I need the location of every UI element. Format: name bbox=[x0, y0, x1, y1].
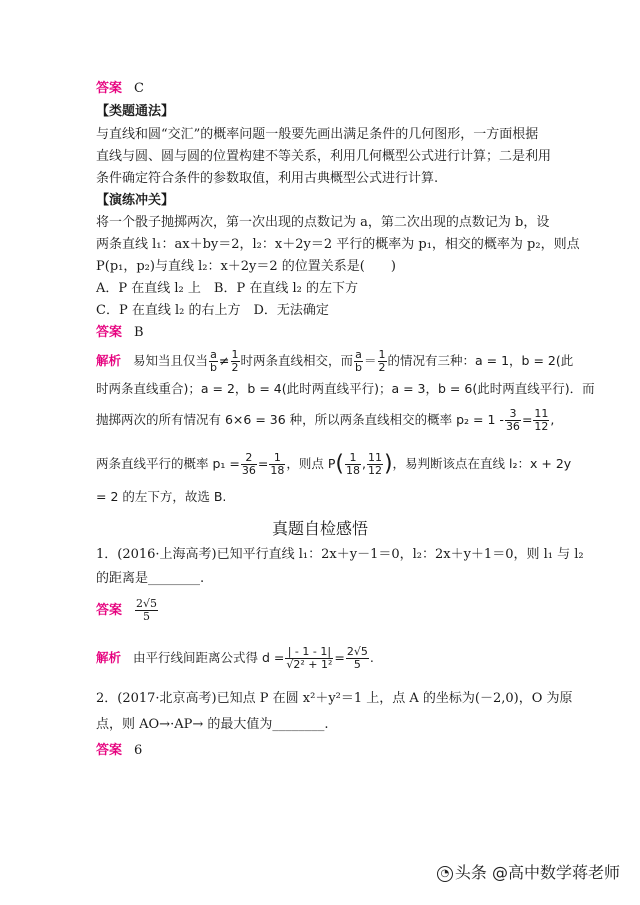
answer-value: 6 bbox=[134, 743, 143, 758]
analysis-text: 的情况有三种：a = 1，b = 2(此 bbox=[387, 353, 574, 368]
question-line: 1．(2016·上海高考)已知平行直线 l₁：2x＋y－1＝0，l₂：2x＋y＋1＝0，则 l₁ 与 l₂ bbox=[96, 547, 584, 562]
denominator: 18 bbox=[270, 464, 285, 477]
numerator: 1 bbox=[231, 348, 239, 361]
denominator: 5 bbox=[353, 658, 361, 671]
fraction bbox=[354, 349, 363, 374]
answer-line bbox=[96, 742, 142, 760]
denominator: √2² + 1² bbox=[286, 658, 333, 671]
fraction bbox=[346, 646, 369, 671]
option-line: A．P 在直线 l₂ 上 B．P 在直线 l₂ 的左下方 bbox=[96, 281, 358, 296]
denominator: 18 bbox=[345, 464, 360, 477]
analysis-text: ，易判断该点在直线 l₂：x + 2y bbox=[392, 456, 572, 471]
answer-label: 答案 bbox=[96, 603, 123, 618]
option-line: C．P 在直线 l₂ 的右上方 D．无法确定 bbox=[96, 303, 329, 318]
general-line: 直线与圆、圆与圆的位置构建不等关系，利用几何概型公式进行计算；二是利用 bbox=[96, 149, 552, 164]
question-line: 点，则 AO→·AP→ 的最大值为________. bbox=[96, 717, 329, 732]
numerator: 3 bbox=[505, 408, 521, 421]
section-title: 真题自检感悟 bbox=[271, 519, 368, 538]
fraction bbox=[378, 349, 387, 374]
operator: = bbox=[521, 412, 533, 427]
analysis-line bbox=[96, 349, 573, 374]
numerator: a bbox=[210, 348, 217, 361]
operator: = bbox=[334, 650, 345, 665]
heading-practice: 【演练冲关】 bbox=[96, 193, 175, 208]
numerator: 1 bbox=[345, 452, 361, 465]
analysis-text: 抛掷两次的所有情况有 6×6 = 36 种，所以两条直线相交的概率 p₂ = 1 - bbox=[96, 412, 504, 427]
numerator: 11 bbox=[367, 451, 382, 464]
analysis-line: 两条直线平行的概率 p₁ = $\frac{2}{36}$ = $\frac{1}{18}$ ，则点 P( $\frac{1}{18}$ , $\frac{11}{12}$ )，易判断该点在直线 l₂：x + 2y bbox=[96, 451, 572, 477]
fraction bbox=[285, 646, 333, 671]
analysis-label: 解析 bbox=[96, 353, 122, 368]
analysis-line bbox=[96, 646, 374, 671]
denominator: 5 bbox=[143, 610, 151, 623]
analysis-text: . bbox=[369, 650, 374, 665]
analysis-line: = 2 的左下方，故选 B. bbox=[96, 489, 227, 504]
general-line: 与直线和圆“交汇”的概率问题一般要先画出满足条件的几何图形，一方面根据 bbox=[96, 127, 539, 142]
answer-value: B bbox=[134, 325, 144, 340]
operator: = bbox=[257, 456, 269, 471]
problem-line: 两条直线 l₁：ax＋by＝2，l₂：x＋2y＝2 平行的概率为 p₁，相交的概率为 p₂，则点 bbox=[96, 237, 580, 252]
operator: ＝ bbox=[364, 353, 377, 368]
numerator: 2√5 bbox=[136, 597, 158, 610]
question-line: 2．(2017·北京高考)已知点 P 在圆 x²＋y²＝1 上，点 A 的坐标为(－2,0)，O 为原 bbox=[96, 691, 573, 706]
fraction bbox=[209, 349, 218, 374]
fraction bbox=[269, 452, 285, 477]
answer-line bbox=[96, 324, 144, 342]
analysis-text: 易知当且仅当 bbox=[133, 353, 209, 368]
answer-line bbox=[96, 598, 159, 623]
answer-label: 答案 bbox=[96, 743, 123, 758]
fraction bbox=[135, 598, 158, 623]
watermark-text: 头条 @高中数学蒋老师 bbox=[454, 863, 620, 882]
fraction bbox=[241, 452, 257, 477]
logo-icon: ◔ bbox=[437, 866, 453, 882]
analysis-line bbox=[96, 408, 554, 433]
fraction bbox=[345, 452, 361, 477]
watermark bbox=[437, 860, 620, 883]
analysis-line: 时两条直线重合)；a = 2，b = 4(此时两直线平行)；a = 3，b = 6(此时两直线平行)．而 bbox=[96, 381, 595, 396]
numerator: 1 bbox=[269, 452, 285, 465]
numerator: 11 bbox=[534, 407, 549, 420]
denominator: 36 bbox=[505, 420, 520, 433]
numerator: 1 bbox=[378, 348, 386, 361]
fraction bbox=[533, 408, 549, 433]
denominator: 12 bbox=[367, 464, 382, 477]
analysis-text: 两条直线平行的概率 p₁ = bbox=[96, 456, 240, 471]
denominator: 2 bbox=[378, 361, 386, 374]
denominator: 12 bbox=[534, 420, 549, 433]
answer-line bbox=[96, 80, 144, 98]
fraction bbox=[505, 408, 521, 433]
analysis-text: ，则点 P bbox=[286, 456, 336, 471]
answer-label: 答案 bbox=[96, 325, 123, 340]
answer-value: C bbox=[134, 81, 144, 96]
question-line: 的距离是________. bbox=[96, 571, 205, 586]
denominator: 36 bbox=[241, 464, 256, 477]
fraction bbox=[367, 452, 383, 477]
general-line: 条件确定符合条件的参数取值，利用古典概型公式进行计算. bbox=[96, 171, 439, 186]
analysis-text: , bbox=[550, 412, 555, 427]
problem-line: 将一个骰子抛掷两次，第一次出现的点数记为 a，第二次出现的点数记为 b，设 bbox=[96, 215, 550, 230]
numerator: a bbox=[355, 348, 362, 361]
operator: ≠ bbox=[219, 353, 230, 368]
numerator: | - 1 - 1| bbox=[285, 646, 333, 659]
operator: , bbox=[361, 456, 366, 471]
problem-line: P(p₁，p₂)与直线 l₂：x＋2y＝2 的位置关系是( ) bbox=[96, 259, 396, 274]
numerator: 2 bbox=[241, 452, 257, 465]
fraction bbox=[231, 349, 240, 374]
numerator: 2√5 bbox=[346, 645, 368, 658]
analysis-text: 时两条直线相交，而 bbox=[240, 353, 354, 368]
heading-general-method: 【类题通法】 bbox=[96, 104, 175, 119]
denominator: b bbox=[210, 361, 218, 374]
denominator: 2 bbox=[231, 361, 239, 374]
answer-label: 答案 bbox=[96, 81, 123, 96]
analysis-label: 解析 bbox=[96, 650, 122, 665]
analysis-text: 由平行线间距离公式得 d = bbox=[133, 650, 285, 665]
denominator: b bbox=[355, 361, 362, 374]
